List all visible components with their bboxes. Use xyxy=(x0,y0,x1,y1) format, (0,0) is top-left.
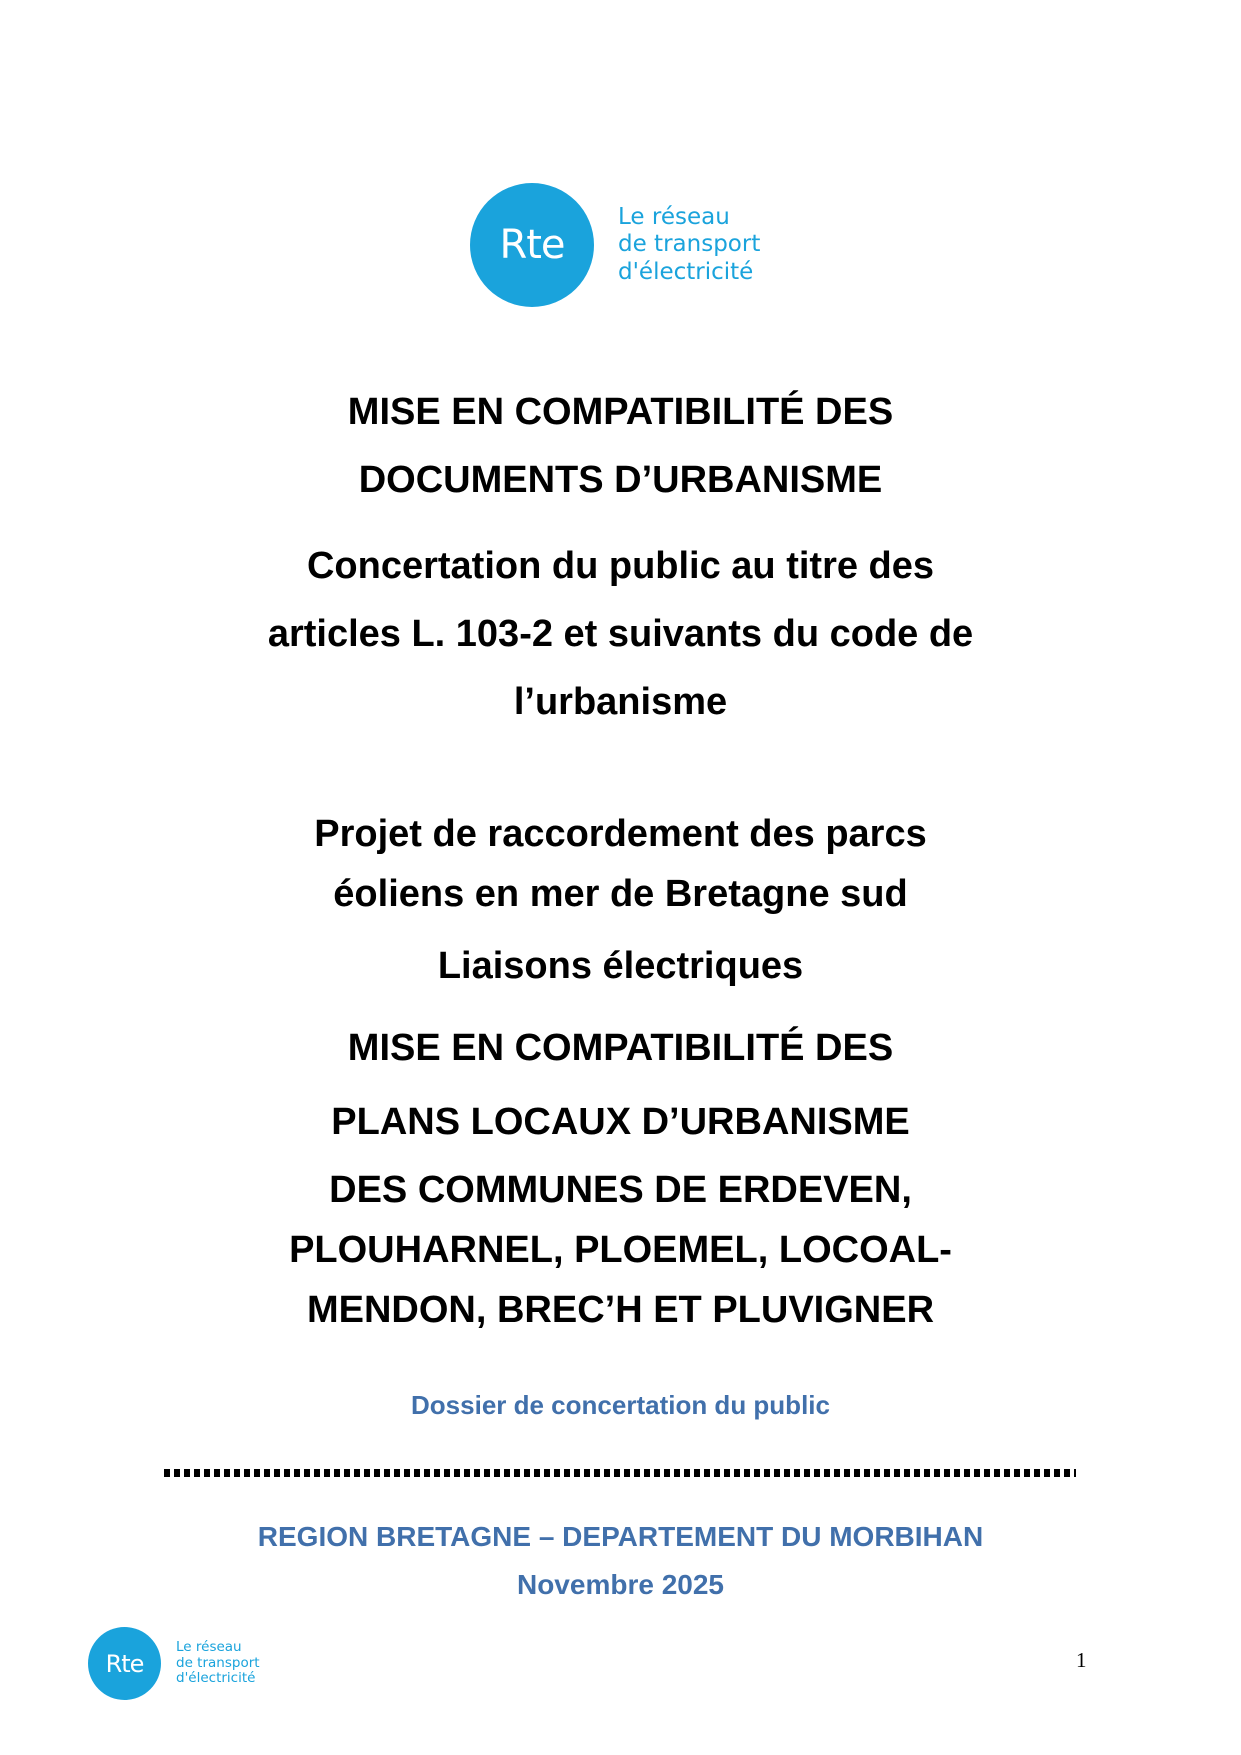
heading-mise-en-compatibilite xyxy=(0,378,1241,514)
rte-logo-footer xyxy=(88,1627,260,1700)
heading-line: Concertation du public au titre des xyxy=(306,545,935,587)
logo-tagline-line: de transport xyxy=(176,1654,260,1671)
rte-logo-mark-icon xyxy=(88,1627,161,1700)
logo-mark-text: Rte xyxy=(499,222,565,268)
heading-line: DES COMMUNES DE ERDEVEN, xyxy=(329,1169,912,1211)
heading-line: Projet de raccordement des parcs xyxy=(314,813,927,855)
heading-line: éoliens en mer de Bretagne sud xyxy=(333,873,908,915)
logo-tagline xyxy=(176,1640,260,1688)
heading-line: MISE EN COMPATIBILITÉ DES xyxy=(347,1027,894,1069)
heading-communes xyxy=(0,1160,1241,1340)
region-and-date xyxy=(0,1513,1241,1609)
heading-line: PLOUHARNEL, PLOEMEL, LOCOAL- xyxy=(289,1229,952,1271)
date-text: Novembre 2025 xyxy=(516,1569,724,1600)
logo-tagline-line: Le réseau xyxy=(618,204,730,231)
heading-line: MISE EN COMPATIBILITÉ DES xyxy=(347,391,894,433)
page-number: 1 xyxy=(1076,1648,1087,1672)
heading-line: DOCUMENTS D’URBANISME xyxy=(358,459,883,501)
heading-plu xyxy=(0,1011,1241,1159)
logo-tagline-line: de transport xyxy=(618,231,761,258)
rte-logo-mark-icon xyxy=(470,183,594,307)
rte-logo-header xyxy=(470,183,760,307)
logo-tagline-line: Le réseau xyxy=(176,1638,242,1655)
logo-tagline xyxy=(618,204,760,285)
dossier-label-text: Dossier de concertation du public xyxy=(411,1390,830,1420)
project-title xyxy=(0,804,1241,924)
logo-mark-text: Rte xyxy=(105,1649,144,1678)
dossier-label xyxy=(0,1388,1241,1422)
project-subject xyxy=(0,936,1241,996)
heading-line: MENDON, BREC’H ET PLUVIGNER xyxy=(306,1289,935,1331)
logo-tagline-line: d'électricité xyxy=(618,258,754,285)
heading-concertation xyxy=(0,532,1241,736)
region-text: REGION BRETAGNE – DEPARTEMENT DU MORBIHAN xyxy=(257,1521,984,1552)
heading-line: PLANS LOCAUX D’URBANISME xyxy=(331,1101,910,1143)
logo-tagline-line: d'électricité xyxy=(176,1670,256,1687)
heading-line: l’urbanisme xyxy=(513,681,728,723)
dotted-separator xyxy=(164,1469,1076,1477)
heading-line: articles L. 103-2 et suivants du code de xyxy=(267,613,974,655)
heading-line: Liaisons électriques xyxy=(437,945,804,987)
